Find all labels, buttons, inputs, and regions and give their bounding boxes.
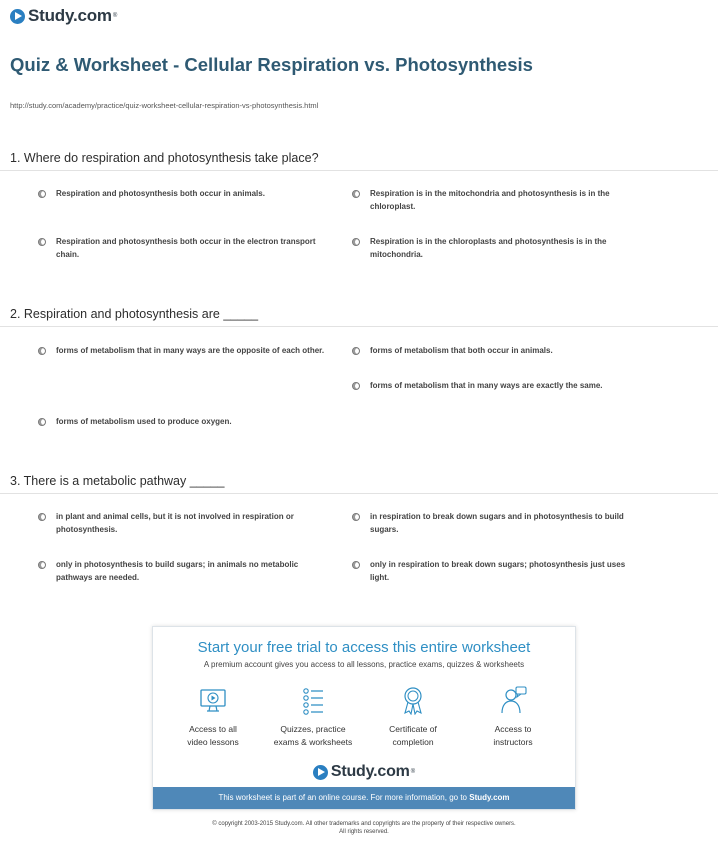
answer-option[interactable] bbox=[38, 416, 328, 429]
quiz-list-icon bbox=[298, 685, 328, 715]
trademark: ® bbox=[112, 13, 118, 19]
radio-button[interactable] bbox=[352, 190, 360, 198]
copyright-line: © copyright 2003-2015 Study.com. All other trademarks and copyrights are the property of their respective owners. bbox=[212, 821, 516, 827]
radio-button[interactable] bbox=[352, 238, 360, 246]
play-logo-icon bbox=[313, 765, 328, 780]
radio-button[interactable] bbox=[352, 561, 360, 569]
page-url[interactable]: http://study.com/academy/practice/quiz-worksheet-cellular-respiration-vs-photosynthesis.html bbox=[10, 101, 319, 110]
option-text: Respiration and photosynthesis both occur in the electron transport chain. bbox=[56, 237, 316, 259]
question-text: 1. Where do respiration and photosynthesis take place? bbox=[10, 151, 319, 165]
feature-label-line: Certificate of bbox=[389, 724, 437, 734]
promo-study-logo[interactable] bbox=[153, 763, 575, 781]
radio-button[interactable] bbox=[38, 513, 46, 521]
course-info-bar bbox=[153, 787, 575, 809]
radio-button[interactable] bbox=[352, 347, 360, 355]
certificate-icon bbox=[398, 685, 428, 715]
video-lesson-icon bbox=[198, 685, 228, 715]
radio-button[interactable] bbox=[38, 561, 46, 569]
answer-option[interactable] bbox=[352, 511, 642, 536]
feature-label bbox=[163, 723, 263, 748]
feature-label-line: video lessons bbox=[187, 736, 239, 747]
answer-option[interactable] bbox=[38, 559, 328, 584]
feature-video-lessons bbox=[163, 685, 263, 748]
divider bbox=[0, 170, 718, 171]
answer-option[interactable] bbox=[38, 511, 328, 536]
option-text: only in photosynthesis to build sugars; in animals no metabolic pathways are needed. bbox=[56, 560, 299, 582]
feature-label-line: Quizzes, practice bbox=[280, 724, 346, 734]
rights-line: All rights reserved. bbox=[339, 829, 389, 835]
answer-option[interactable] bbox=[352, 345, 642, 358]
feature-certificate bbox=[363, 685, 463, 748]
brand-name: Study.com bbox=[330, 763, 410, 780]
option-text: only in respiration to break down sugars; photosynthesis just uses light. bbox=[370, 560, 626, 582]
feature-label-line: Access to all bbox=[189, 724, 237, 734]
feature-label-line: completion bbox=[392, 736, 434, 747]
promo-subtitle: A premium account gives you access to all lessons, practice exams, quizzes & worksheets bbox=[203, 660, 525, 669]
divider bbox=[0, 326, 718, 327]
promo-title[interactable]: Start your free trial to access this entire worksheet bbox=[197, 639, 531, 656]
divider bbox=[0, 493, 718, 494]
answer-option[interactable] bbox=[38, 188, 328, 201]
radio-button[interactable] bbox=[38, 418, 46, 426]
radio-button[interactable] bbox=[38, 238, 46, 246]
feature-label bbox=[463, 723, 563, 748]
answer-option[interactable] bbox=[352, 380, 642, 393]
option-text: Respiration and photosynthesis both occur in animals. bbox=[56, 189, 265, 198]
feature-label-line: exams & worksheets bbox=[273, 736, 353, 747]
option-text: Respiration is in the mitochondria and photosynthesis is in the chloroplast. bbox=[370, 189, 610, 211]
study-logo[interactable] bbox=[10, 6, 117, 26]
page-title: Quiz & Worksheet - Cellular Respiration vs. Photosynthesis bbox=[10, 54, 533, 75]
study-link[interactable]: Study.com bbox=[469, 793, 510, 802]
trademark: ® bbox=[410, 769, 416, 775]
option-text: forms of metabolism that in many ways are the opposite of each other. bbox=[56, 346, 325, 355]
answer-option[interactable] bbox=[352, 559, 642, 584]
free-trial-promo bbox=[152, 626, 576, 810]
answer-option[interactable] bbox=[38, 236, 328, 261]
answer-option[interactable] bbox=[352, 188, 642, 213]
feature-label-line: Access to bbox=[494, 724, 532, 734]
course-info-text: This worksheet is part of an online course. For more information, go to bbox=[218, 793, 467, 802]
instructors-icon bbox=[498, 685, 528, 715]
radio-button[interactable] bbox=[38, 190, 46, 198]
feature-quizzes bbox=[263, 685, 363, 748]
question-text: 3. There is a metabolic pathway _____ bbox=[10, 474, 225, 488]
radio-button[interactable] bbox=[352, 513, 360, 521]
option-text: forms of metabolism that in many ways are exactly the same. bbox=[370, 381, 603, 390]
answer-option[interactable] bbox=[352, 236, 642, 261]
option-text: in plant and animal cells, but it is not involved in respiration or photosynthesis. bbox=[56, 512, 294, 534]
option-text: in respiration to break down sugars and in photosynthesis to build sugars. bbox=[370, 512, 624, 534]
copyright-footer bbox=[0, 820, 728, 836]
option-text: forms of metabolism used to produce oxygen. bbox=[56, 417, 232, 426]
feature-label-line: instructors bbox=[493, 736, 533, 747]
play-logo-icon bbox=[10, 9, 25, 24]
option-text: Respiration is in the chloroplasts and photosynthesis is in the mitochondria. bbox=[370, 237, 607, 259]
feature-label bbox=[263, 723, 363, 748]
radio-button[interactable] bbox=[38, 347, 46, 355]
radio-button[interactable] bbox=[352, 382, 360, 390]
option-text: forms of metabolism that both occur in animals. bbox=[370, 346, 553, 355]
feature-label bbox=[363, 723, 463, 748]
feature-instructors bbox=[463, 685, 563, 748]
brand-name: Study.com bbox=[28, 6, 112, 25]
answer-option[interactable] bbox=[38, 345, 328, 358]
question-text: 2. Respiration and photosynthesis are _____ bbox=[10, 307, 259, 321]
